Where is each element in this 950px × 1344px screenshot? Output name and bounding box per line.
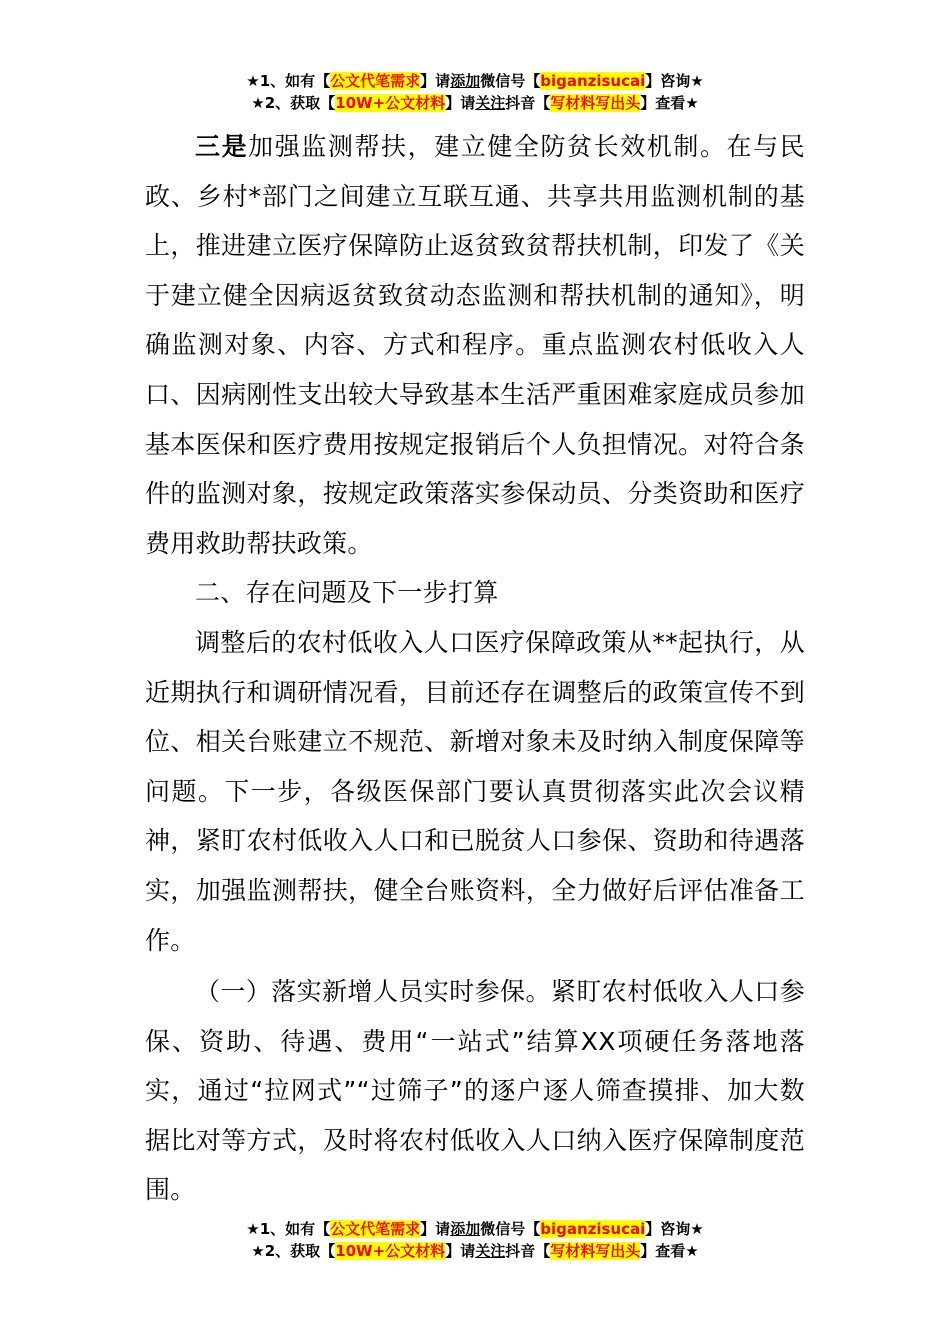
highlight-wechat-id: biganzisucai [540, 72, 646, 90]
paragraph-monitoring [145, 122, 805, 568]
highlight-wechat-id: biganzisucai [540, 1220, 646, 1238]
banner-text: 】请 [420, 72, 451, 90]
highlight-text: 10W+公文材料 [335, 94, 446, 112]
banner-text: 】请 [420, 1220, 451, 1238]
underlined-text: 添加 [450, 72, 481, 90]
banner-text: 抖音【 [505, 94, 551, 112]
underlined-text: 关注 [475, 1242, 506, 1260]
section-heading: 二、存在问题及下一步打算 [195, 578, 499, 608]
banner-text: ★2、获取【 [251, 1242, 336, 1260]
paragraph-enrollment: （一）落实新增人员实时参保。紧盯农村低收入人口参保、资助、待遇、费用“一站式”结算XX项硬任务落地落实，通过“拉网式”“过筛子”的逐户逐人筛查摸排、加大数据比对等方式，及时将农村低收入人口纳入医疗保障制度范围。 [145, 977, 805, 1205]
banner-line-1 [0, 1218, 950, 1240]
banner-text: 微信号【 [480, 72, 541, 90]
banner-text: 微信号【 [480, 1220, 541, 1238]
banner-line-1 [0, 70, 950, 92]
banner-text: ★1、如有【 [246, 1220, 331, 1238]
paragraph-problems: 调整后的农村低收入人口医疗保障政策从**起执行，从近期执行和调研情况看，目前还存在调整后的政策宣传不到位、相关台账建立不规范、新增对象未及时纳入制度保障等问题。下一步，各级医保部门要认真贯彻落实此次会议精神，紧盯农村低收入人口和已脱贫人口参保、资助和待遇落实，加强监测帮扶，健全台账资料，全力做好后评估准备工作。 [145, 627, 805, 955]
banner-line-2 [0, 92, 950, 114]
banner-text: 】查看★ [640, 1242, 699, 1260]
banner-text: ★2、获取【 [251, 94, 336, 112]
highlight-text: 公文代笔需求 [330, 1220, 421, 1238]
banner-line-2 [0, 1240, 950, 1262]
banner-text: ★1、如有【 [246, 72, 331, 90]
highlight-text: 公文代笔需求 [330, 72, 421, 90]
banner-text: 抖音【 [505, 1242, 551, 1260]
highlight-douyin-id: 写材料写出头 [550, 1242, 641, 1260]
highlight-douyin-id: 写材料写出头 [550, 94, 641, 112]
paragraph-lead: 三是 [195, 132, 249, 161]
highlight-text: 10W+公文材料 [335, 1242, 446, 1260]
banner-text: 】请 [445, 94, 476, 112]
underlined-text: 添加 [450, 1220, 481, 1238]
underlined-text: 关注 [475, 94, 506, 112]
paragraph-text: 加强监测帮扶，建立健全防贫长效机制。在与民政、乡村*部门之间建立互联互通、共享共用监测机制的基上，推进建立医疗保障防止返贫致贫帮扶机制，印发了《关于建立健全因病返贫致贫动态监测和帮扶机制的通知》，明确监测对象、内容、方式和程序。重点监测农村低收入人口、因病刚性支出较大导致基本生活严重困难家庭成员参加基本医保和医疗费用按规定报销后个人负担情况。对符合条件的监测对象，按规定政策落实参保动员、分类资助和医疗费用救助帮扶政策。 [145, 132, 805, 558]
banner-text: 】咨询★ [645, 72, 704, 90]
banner-text: 】咨询★ [645, 1220, 704, 1238]
bottom-banner [0, 1218, 950, 1262]
banner-text: 】查看★ [640, 94, 699, 112]
top-banner [0, 70, 950, 114]
banner-text: 】请 [445, 1242, 476, 1260]
document-body [145, 122, 805, 1215]
